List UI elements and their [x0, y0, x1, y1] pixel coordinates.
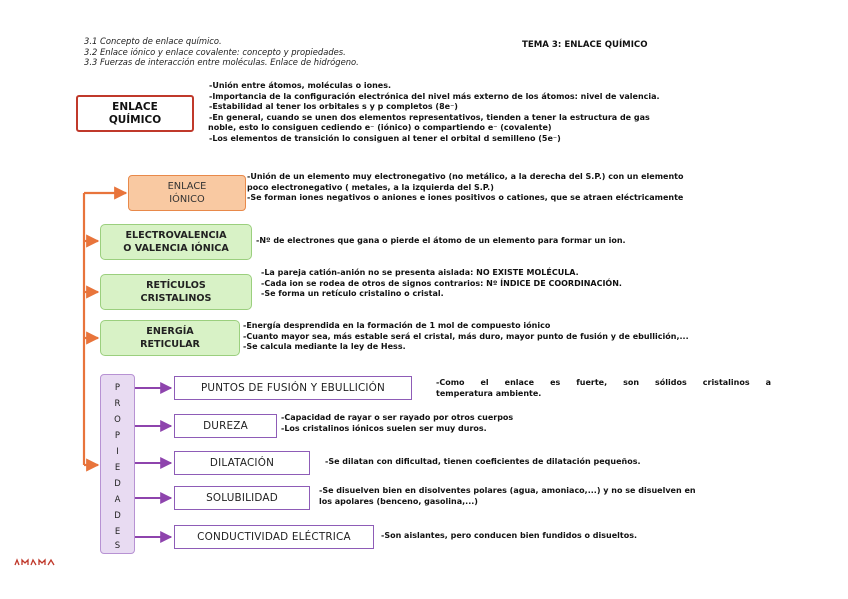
enlace-quimico-notes [209, 81, 764, 145]
enlace-quimico-label: ENLACE [112, 100, 158, 113]
note-line: noble, esto lo consiguen cediendo e⁻ (iónico) o compartiendo e⁻ (covalente) [208, 123, 552, 133]
energia-label: RETICULAR [140, 339, 200, 350]
electrovalencia-label: O VALENCIA IÓNICA [123, 243, 229, 254]
note-line: -Cuanto mayor sea, más estable será el cristal, más duro, mayor punto de fusión y de ebullición,... [243, 331, 689, 341]
enlace-ionico-notes [247, 172, 807, 204]
puntos-fusion-box: PUNTOS DE FUSIÓN Y EBULLICIÓN [174, 376, 412, 400]
note-line: -Se disuelven bien en disolventes polares (agua, amoniaco,...) y no se disuelven en [319, 486, 696, 495]
dureza-box: DUREZA [174, 414, 277, 438]
note-line: -Nº de electrones que gana o pierde el átomo de un elemento para formar un ion. [256, 236, 626, 245]
note-line: -Se forman iones negativos o aniones e iones positivos o cationes, que se atraen eléctricamente [247, 193, 684, 203]
solubilidad-box: SOLUBILIDAD [174, 486, 310, 510]
propiedades-letter: P [114, 431, 121, 441]
propiedades-letter: S [114, 541, 121, 551]
note-line: -Estabilidad al tener los orbitales s y p completos (8e⁻) [209, 102, 458, 112]
propiedades-letter: D [114, 511, 121, 521]
electrovalencia-box [100, 224, 252, 260]
note-line: -Se dilatan con dificultad, tienen coeficientes de dilatación pequeños. [325, 457, 641, 466]
note-line: -Unión de un elemento muy electronegativo (no metálico, a la derecha del S.P.) con un elemento [247, 172, 684, 181]
purple-arrows [134, 388, 171, 537]
author-signature [13, 557, 59, 567]
reticulos-label: CRISTALINOS [140, 293, 212, 304]
propiedades-letter: P [114, 383, 121, 393]
enlace-ionico-box [128, 175, 246, 211]
propiedades-letter: E [114, 527, 121, 537]
note-line: los apolares (benceno, gasolina,...) [319, 496, 478, 506]
toc-item: 3.3 Fuerzas de interacción entre moléculas. Enlace de hidrógeno. [84, 57, 359, 67]
note-line: -Como el enlace es fuerte, son sólidos cristalinos a [436, 378, 771, 387]
dilatacion-notes [325, 457, 641, 468]
electrovalencia-label: ELECTROVALENCIA [125, 230, 227, 241]
puntos-fusion-notes [436, 378, 771, 399]
conductividad-box: CONDUCTIVIDAD ELÉCTRICA [174, 525, 374, 549]
note-line: -Unión entre átomos, moléculas o iones. [209, 81, 392, 90]
propiedades-letter: R [114, 399, 121, 409]
propiedades-column [100, 374, 135, 554]
reticulos-notes [261, 268, 622, 300]
note-line: -Los cristalinos iónicos suelen ser muy duros. [281, 423, 487, 433]
electrovalencia-notes [256, 236, 626, 247]
page-title: TEMA 3: ENLACE QUÍMICO [522, 40, 648, 50]
energia-label: ENERGÍA [146, 326, 194, 337]
propiedades-letter: A [114, 495, 121, 505]
toc-item: 3.1 Concepto de enlace químico. [84, 36, 222, 46]
toc-item: 3.2 Enlace iónico y enlace covalente: concepto y propiedades. [84, 46, 346, 57]
note-line: temperatura ambiente. [436, 388, 542, 398]
conductividad-notes [381, 531, 637, 542]
note-line: -Los elementos de transición lo consiguen al tener el orbital d semilleno (5e⁻) [209, 133, 561, 143]
enlace-quimico-label: QUÍMICO [108, 113, 162, 126]
solubilidad-notes [319, 486, 696, 507]
note-line: -Se forma un retículo cristalino o cristal. [261, 289, 444, 299]
enlace-ionico-label: ENLACE [167, 181, 207, 192]
propiedades-letter: I [116, 447, 119, 457]
note-line: -En general, cuando se unen dos elementos representativos, tienden a tener la estructura de gas [209, 112, 650, 122]
propiedades-letter: E [114, 463, 121, 473]
note-line: -Capacidad de rayar o ser rayado por otros cuerpos [281, 413, 514, 422]
note-line: poco electronegativo ( metales, a la izquierda del S.P.) [247, 182, 494, 192]
dureza-notes [281, 413, 513, 434]
note-line: -Energía desprendida en la formación de 1 mol de compuesto iónico [243, 321, 551, 330]
energia-box [100, 320, 240, 356]
energia-notes [243, 321, 689, 353]
enlace-ionico-label: IÓNICO [169, 194, 205, 205]
note-line: -Son aislantes, pero conducen bien fundidos o disueltos. [381, 531, 637, 540]
dilatacion-box: DILATACIÓN [174, 451, 310, 475]
note-line: -Se calcula mediante la ley de Hess. [243, 342, 406, 352]
reticulos-box [100, 274, 252, 310]
reticulos-label: RETÍCULOS [146, 280, 206, 291]
note-line: -La pareja catión-anión no se presenta aislada: NO EXISTE MOLÉCULA. [261, 268, 579, 277]
propiedades-letter: O [114, 415, 121, 425]
propiedades-letter: D [114, 479, 121, 489]
enlace-quimico-box [76, 95, 194, 132]
note-line: -Importancia de la configuración electrónica del nivel más externo de los átomos: nivel de valencia. [209, 91, 660, 101]
note-line: -Cada ion se rodea de otros de signos contrarios: Nº ÍNDICE DE COORDINACIÓN. [261, 278, 622, 288]
